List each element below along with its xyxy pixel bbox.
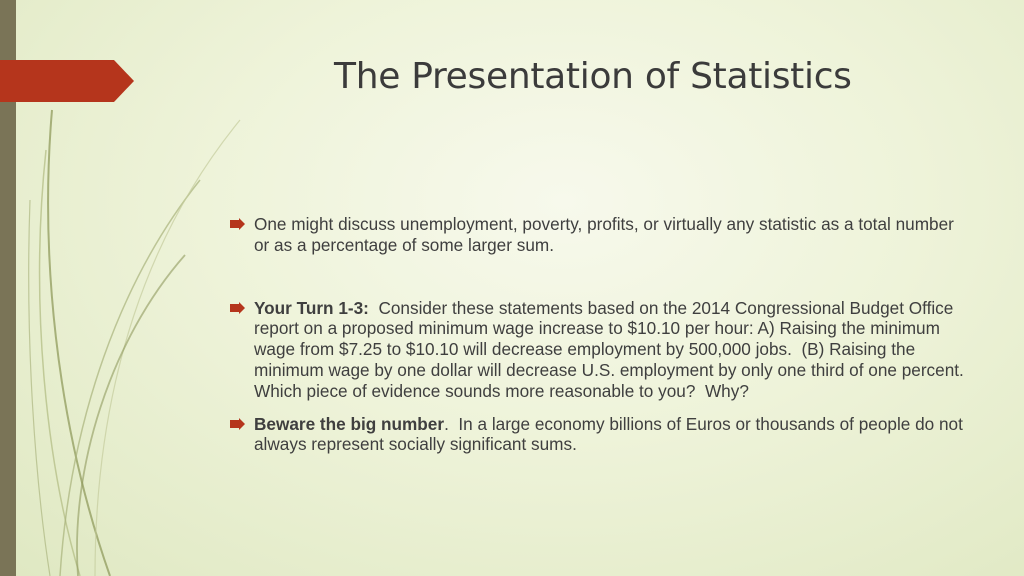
- bullet-item: [228, 297, 974, 402]
- bullet-item: [228, 214, 968, 256]
- arrow-bullet-icon: [230, 218, 245, 230]
- bullet-text: Consider these statements based on the 2014 Congressional Budget Office report on a proposed minimum wage increase to $10.10 per hour: A) Raising the minimum wage from $7.25 to $10.10 will decrease employment by 500,000 jobs. (B) Raising the minimum wage by one dollar will decrease U.S. employment by only one third of one percent. Which piece of evidence sounds more reasonable to you? Why?: [254, 297, 974, 401]
- slide-title: The Presentation of Statistics: [334, 56, 852, 97]
- bullet-item: [228, 414, 968, 456]
- bullet-bold-lead: Your Turn 1-3:: [254, 297, 369, 318]
- arrow-bullet-icon: [230, 302, 245, 314]
- bullet-text: . In a large economy billions of Euros or thousands of people do not always represent socially significant sums.: [254, 413, 968, 455]
- bullet-bold-lead: Beware the big number: [254, 413, 445, 434]
- title-arrow-tab: [0, 60, 134, 102]
- arrow-bullet-icon: [230, 418, 245, 430]
- bullet-list: [228, 214, 974, 455]
- bullet-text: One might discuss unemployment, poverty, profits, or virtually any statistic as a total number or as a percentage of some larger sum.: [254, 214, 954, 255]
